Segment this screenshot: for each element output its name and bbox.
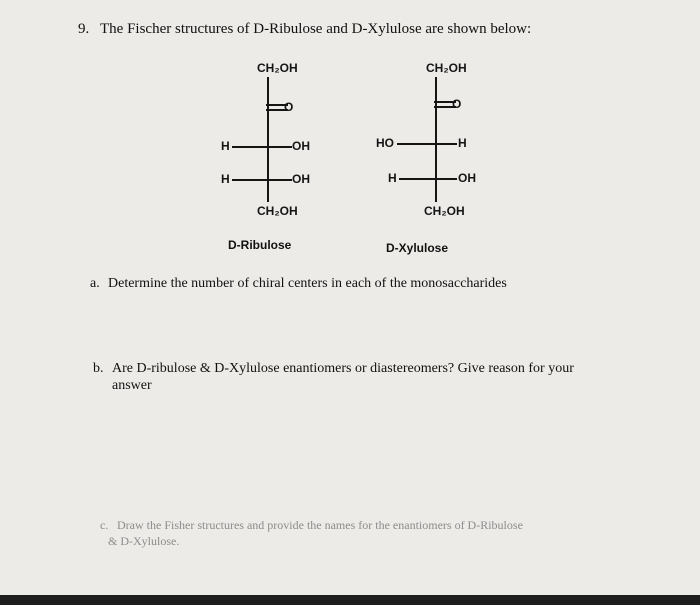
- part-c-label: c.: [100, 518, 109, 532]
- ribulose-c3-right: OH: [292, 139, 310, 153]
- question-number: 9.: [78, 21, 90, 37]
- ribulose-name: D-Ribulose: [228, 238, 292, 252]
- xylulose-c3-right: H: [458, 136, 467, 150]
- part-b-text: Are D-ribulose & D-Xylulose enantiomers or diastereomers? Give reason for your: [112, 361, 574, 376]
- xylulose-c4-left: H: [388, 171, 397, 185]
- part-b-text-cont: answer: [112, 378, 152, 393]
- xylulose-backbone: [435, 77, 437, 202]
- ribulose-c4-left: H: [221, 172, 230, 186]
- xylulose-top-group: CH₂OH: [426, 61, 467, 75]
- part-c-text: Draw the Fisher structures and provide the names for the enantiomers of D-Ribulose: [117, 518, 523, 532]
- ribulose-carbonyl-o: O: [284, 100, 294, 114]
- question-title: The Fischer structures of D-Ribulose and D-Xylulose are shown below:: [100, 21, 532, 37]
- photo-edge: [0, 595, 700, 605]
- xylulose-name: D-Xylulose: [386, 241, 449, 255]
- part-c-text-cont: & D-Xylulose.: [108, 534, 180, 548]
- xylulose-c3-bond: [397, 143, 457, 145]
- xylulose-c4-bond: [399, 178, 457, 180]
- ribulose-bottom-group: CH₂OH: [257, 204, 298, 218]
- ribulose-top-group: CH₂OH: [257, 61, 298, 75]
- xylulose-bottom-group: CH₂OH: [424, 204, 465, 218]
- xylulose-c4-right: OH: [458, 171, 476, 185]
- part-b-label: b.: [93, 361, 104, 376]
- ribulose-c3-bond: [232, 146, 292, 148]
- ribulose-c4-right: OH: [292, 172, 310, 186]
- part-a-label: a.: [90, 276, 100, 291]
- xylulose-c3-left: HO: [376, 136, 394, 150]
- ribulose-c3-left: H: [221, 139, 230, 153]
- ribulose-backbone: [267, 77, 269, 202]
- part-a-text: Determine the number of chiral centers in each of the monosaccharides: [108, 276, 507, 291]
- ribulose-c4-bond: [232, 179, 292, 181]
- xylulose-carbonyl-o: O: [452, 97, 462, 111]
